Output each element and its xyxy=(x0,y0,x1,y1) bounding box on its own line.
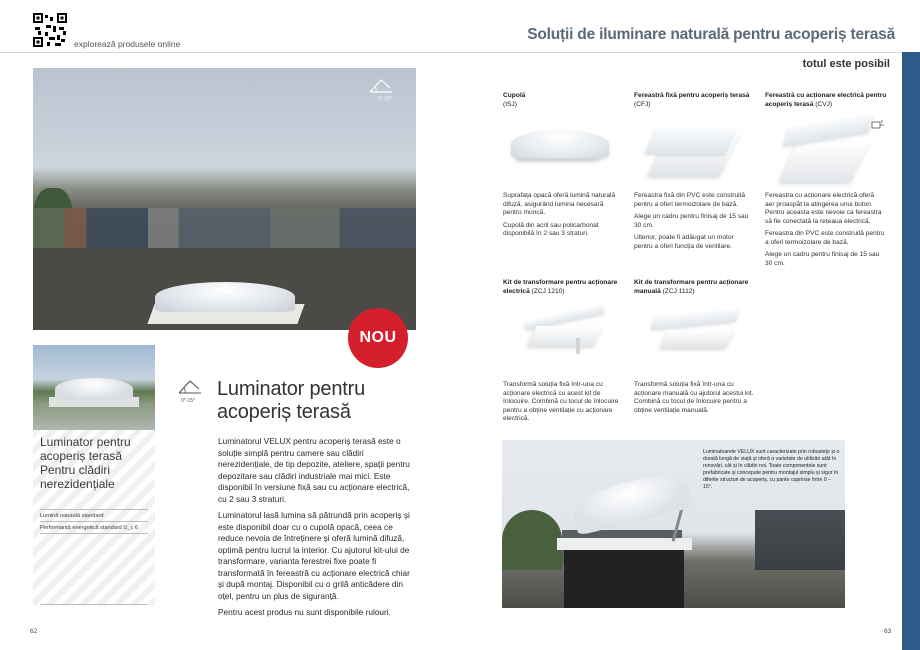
kit-manual-description: Transformă soluția fixă într-una cu acționare manuală cu ajutorul acestui kit. Combină cu tocul de înlocuire pentru a obține ventilație manuală. xyxy=(634,381,754,414)
kit-name: Kit de transformare pentru acționare manuală xyxy=(634,279,749,295)
page-number-right: 63 xyxy=(884,628,892,635)
description-paragraph: Luminatorul lasă lumina să pătrundă prin acoperiș și este disponibil doar cu o cupolă opacă, ceea ce reduce nevoia de întreținere și oferă lumină difuză, optimă pentru lucrul la interior. Cu ajutorul kit-ului de transformare, varianta ferestrei fixe poate fi transformată în fereastră cu acționare electrică chiar și după montaj. Disponibil cu o grilă anticădere din oțel, pentru un plus de siguranță. xyxy=(218,510,410,601)
description-line: Ulterior, poate fi adăugat un motor pentru a oferi funcția de ventilare. xyxy=(634,234,734,250)
product-name: Fereastră cu acționare electrică pentru acoperiș terasă xyxy=(765,92,887,108)
product-cvj-title xyxy=(765,92,887,109)
description-line: Alege un cadru pentru finisaj de 15 sau 30 cm. xyxy=(634,213,749,229)
card-divider xyxy=(40,509,148,510)
product-cupola-description xyxy=(503,192,623,243)
photo-buildings xyxy=(33,208,416,253)
side-color-bar xyxy=(902,52,920,650)
electric-motor-icon xyxy=(871,118,885,130)
roof-angle-icon xyxy=(177,377,203,395)
roof-angle-label: 0°-15° xyxy=(377,96,392,102)
kit-manual-lid xyxy=(650,310,740,331)
card-divider xyxy=(40,604,148,605)
section-title: Soluții de iluminare naturală pentru acoperiș terasă xyxy=(527,26,895,43)
kit-code: (ZCJ 1112) xyxy=(662,287,695,295)
cvj-frame xyxy=(779,142,870,182)
product-code: (ISJ) xyxy=(503,100,517,108)
photo-skylight-dome xyxy=(155,282,295,312)
card-divider xyxy=(40,521,148,522)
qr-code[interactable] xyxy=(33,13,67,47)
product-cfj-image xyxy=(636,118,746,188)
skylight-upstand xyxy=(564,545,684,608)
description-line: Fereastra cu acționare electrică oferă aer proaspăt la atingerea unui buton. Pentru aceasta este nevoie ca fereastra să fie conectată la rețeaua electrică. xyxy=(765,192,882,225)
description-line: Fereastra fixă din PVC este construită pentru a oferi termoizolare de bază. xyxy=(634,192,746,208)
description-line: Cupolă din acril sau policarbonat disponibilă în 2 sau 3 straturi. xyxy=(503,221,599,237)
product-cupola-image xyxy=(505,118,615,188)
cupola-dome xyxy=(511,130,609,158)
header-divider xyxy=(0,52,902,53)
kit-electric-description: Transformă soluția fixă într-una cu acționare electrică cu acest kit de înlocuire. Combină cu tocul de înlocuire pentru a obține ventilație cu acționare electrică. xyxy=(503,381,619,422)
card-divider xyxy=(40,533,148,534)
product-title: Luminator pentru acoperiș terasă xyxy=(217,378,366,423)
page-number-left: 62 xyxy=(30,628,38,635)
product-cfj-description xyxy=(634,192,754,255)
kit-manual-image xyxy=(640,302,750,372)
kit-electric-motor xyxy=(576,338,580,354)
product-name: Cupolă xyxy=(503,92,526,99)
product-description xyxy=(218,436,418,624)
card-attribute-light: Lumină naturală standard xyxy=(40,513,104,519)
skylight-open-dome xyxy=(569,468,693,535)
kit-name: Kit de transformare pentru acționare electrică xyxy=(503,279,618,295)
photo-building xyxy=(755,510,845,570)
photo-trees xyxy=(502,510,562,570)
kit-electric-image xyxy=(510,300,620,370)
product-name: Fereastră fixă pentru acoperiș terasă xyxy=(634,92,750,99)
description-paragraph: Luminatorul VELUX pentru acoperiș terasă este o soluție simplă pentru camere sau clădiri nerezidențiale, de tip depozite, ateliere, spații pentru depozitare sau clădiri industriale mai mici. Este disponibil în versiune fixă sau cu acționare electrică, cu 2 sau 3 straturi. xyxy=(218,436,410,504)
kit-electric-frame xyxy=(527,326,602,346)
description-line: Alege un cadru pentru finisaj de 15 sau 30 cm. xyxy=(765,251,880,267)
kit-manual-title xyxy=(634,279,756,296)
kit-electric-title xyxy=(503,279,625,296)
card-skylight-dome xyxy=(55,378,133,400)
cfj-glass xyxy=(644,130,735,154)
card-attribute-energy: Performanță energetică standard U_c 6 xyxy=(40,525,138,531)
product-card-photo xyxy=(33,345,155,430)
explore-products-link[interactable]: explorează produsele online xyxy=(74,39,181,49)
description-paragraph: Pentru acest produs nu sunt disponibile rulouri. xyxy=(218,607,391,617)
kit-manual-frame xyxy=(660,330,734,348)
product-code: (CFJ) xyxy=(634,100,651,108)
new-badge: NOU xyxy=(348,308,408,368)
product-cvj-description xyxy=(765,192,885,272)
product-code: (CVJ) xyxy=(815,100,833,108)
roof-angle-label: 0°-15° xyxy=(181,398,196,404)
roof-angle-icon xyxy=(368,76,394,94)
hero-photo xyxy=(33,68,416,330)
kit-code: (ZCJ 1210) xyxy=(531,287,565,295)
photo-caption: Luminatoarele VELUX sunt caracterizate prin robustețe și o durată lungă de viață și oferă o varietate de utilizări atât în renovări, cât și în clădiri noi. Toate componentele sunt prefabricate și concepute pentru montajul simplu și sigur în diferite structuri de acoperiș, cu pante cuprinse între 0 – 15°. xyxy=(703,449,840,490)
product-cupola-title xyxy=(503,92,625,109)
product-cvj-image xyxy=(768,116,878,186)
description-line: Suprafața opacă oferă lumină naturală difuză, asigurând lumina necesară pentru muncă. xyxy=(503,192,616,216)
product-cfj-title xyxy=(634,92,756,109)
section-subtitle: totul este posibil xyxy=(802,58,890,70)
description-line: Fereastra din PVC este construită pentru a oferi termoizolare de bază. xyxy=(765,230,885,246)
product-card-title: Luminator pentru acoperiș terasă Pentru clădiri nerezidențiale xyxy=(40,435,131,491)
